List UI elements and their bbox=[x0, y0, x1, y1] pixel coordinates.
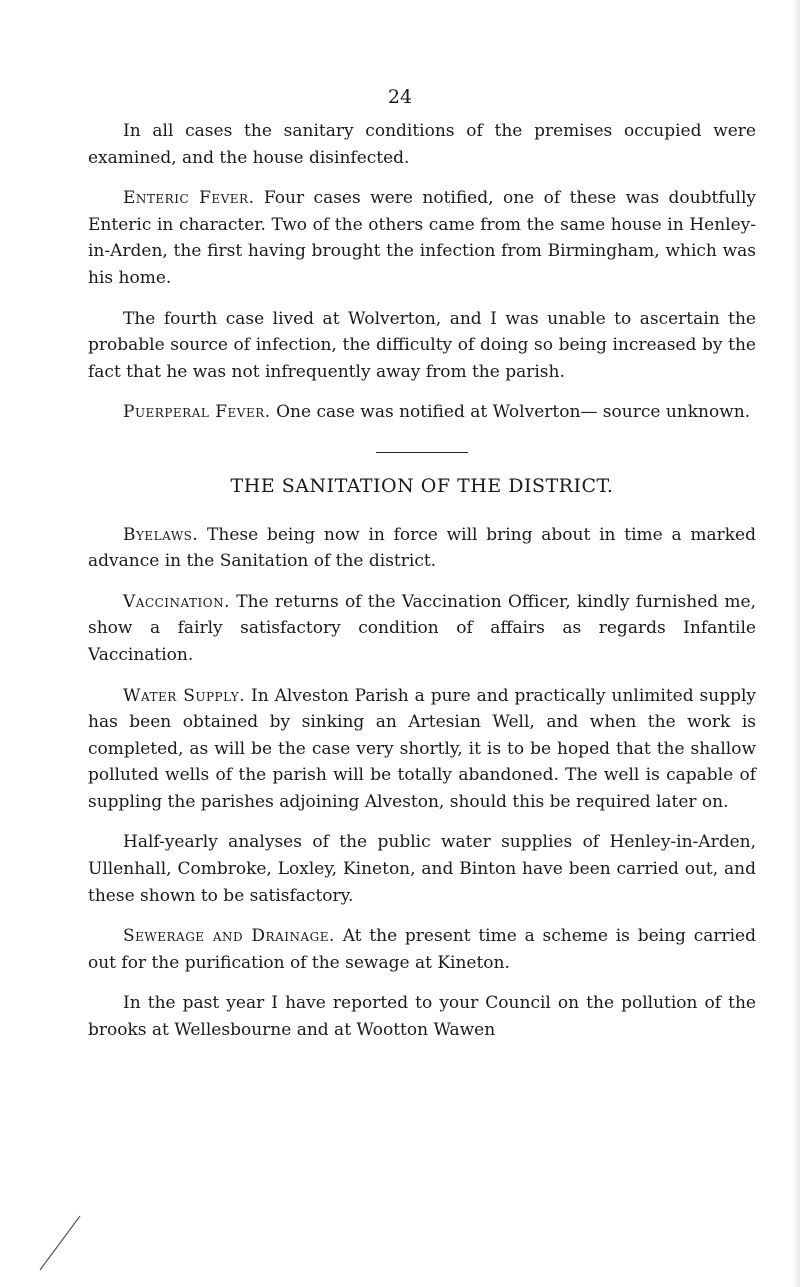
paragraph-brooks-pollution bbox=[88, 990, 756, 1043]
paragraph-puerperal-fever bbox=[88, 399, 756, 426]
paragraph-text: In Alveston Parish a pure and practically unlimited supply has been obtained by sinking an Artesian Well, and when the work is completed, as will be the case very shortly, it is to be hoped that the shallow polluted wells of the parish will be totally abandoned. The well is capable of suppling the parishes adjoining Alveston, should this be required later on. bbox=[88, 685, 756, 812]
paragraph-text: At the present time a scheme is being carried out for the purification of the sewage at Kineton. bbox=[88, 926, 756, 973]
paragraph-sanitary-conditions bbox=[88, 118, 756, 171]
section-divider bbox=[376, 452, 468, 453]
page-number: 24 bbox=[387, 86, 413, 108]
run-in-heading-water-supply: Water Supply. bbox=[123, 685, 246, 706]
run-in-heading-byelaws: Byelaws. bbox=[123, 524, 199, 545]
paragraph-enteric-fever bbox=[88, 185, 756, 291]
paragraph-text: In all cases the sanitary conditions of the premises occupied were examined, and the house disinfected. bbox=[88, 121, 756, 168]
run-in-heading-vaccination: Vaccination. bbox=[123, 591, 231, 612]
paragraph-text: In the past year I have reported to your Council on the pollution of the brooks at Wellesbourne and at Wootton Wawen bbox=[88, 993, 756, 1041]
page-edge-shadow bbox=[792, 0, 800, 1287]
paragraph-half-yearly-analyses bbox=[88, 829, 756, 909]
paragraph-vaccination bbox=[88, 589, 756, 669]
paragraph-text: Half-yearly analyses of the public water supplies of Henley-in-Arden, Ullenhall, Combroke, Loxley, Kineton, and Binton have been carried out, and these shown to be satisfactory. bbox=[88, 832, 756, 906]
run-in-heading-sewerage-drainage: Sewerage and Drainage. bbox=[123, 926, 335, 947]
paragraph-text: Four cases were notified, one of these was doubtfully Enteric in character. Two of the others came from the same house in Henley-in-Arden, the first having brought the infection from Birmingham, which was his home. bbox=[88, 188, 756, 288]
run-in-heading-puerperal-fever: Puerperal Fever. bbox=[123, 402, 271, 423]
paragraph-text: The fourth case lived at Wolverton, and I was unable to ascertain the probable source of infection, the difficulty of doing so being increased by the fact that he was not infrequently away from the parish. bbox=[88, 308, 756, 382]
paragraph-byelaws bbox=[88, 522, 756, 575]
paragraph-text: One case was notified at Wolverton— source unknown. bbox=[270, 402, 751, 423]
paragraph-text: These being now in force will bring about in time a marked advance in the Sanitation of the district. bbox=[88, 524, 756, 572]
section-heading: THE SANITATION OF THE DISTRICT. bbox=[230, 474, 614, 497]
document-body bbox=[88, 118, 756, 1044]
paragraph-text: The returns of the Vaccination Officer, kindly furnished me, show a fairly satisfactory condition of affairs as regards Infantile Vaccination. bbox=[88, 591, 756, 665]
paragraph-sewerage-drainage bbox=[88, 923, 756, 976]
pencil-mark bbox=[36, 1212, 96, 1272]
run-in-heading-enteric-fever: Enteric Fever. bbox=[123, 188, 255, 209]
paragraph-fourth-case bbox=[88, 306, 756, 386]
paragraph-water-supply bbox=[88, 683, 756, 816]
